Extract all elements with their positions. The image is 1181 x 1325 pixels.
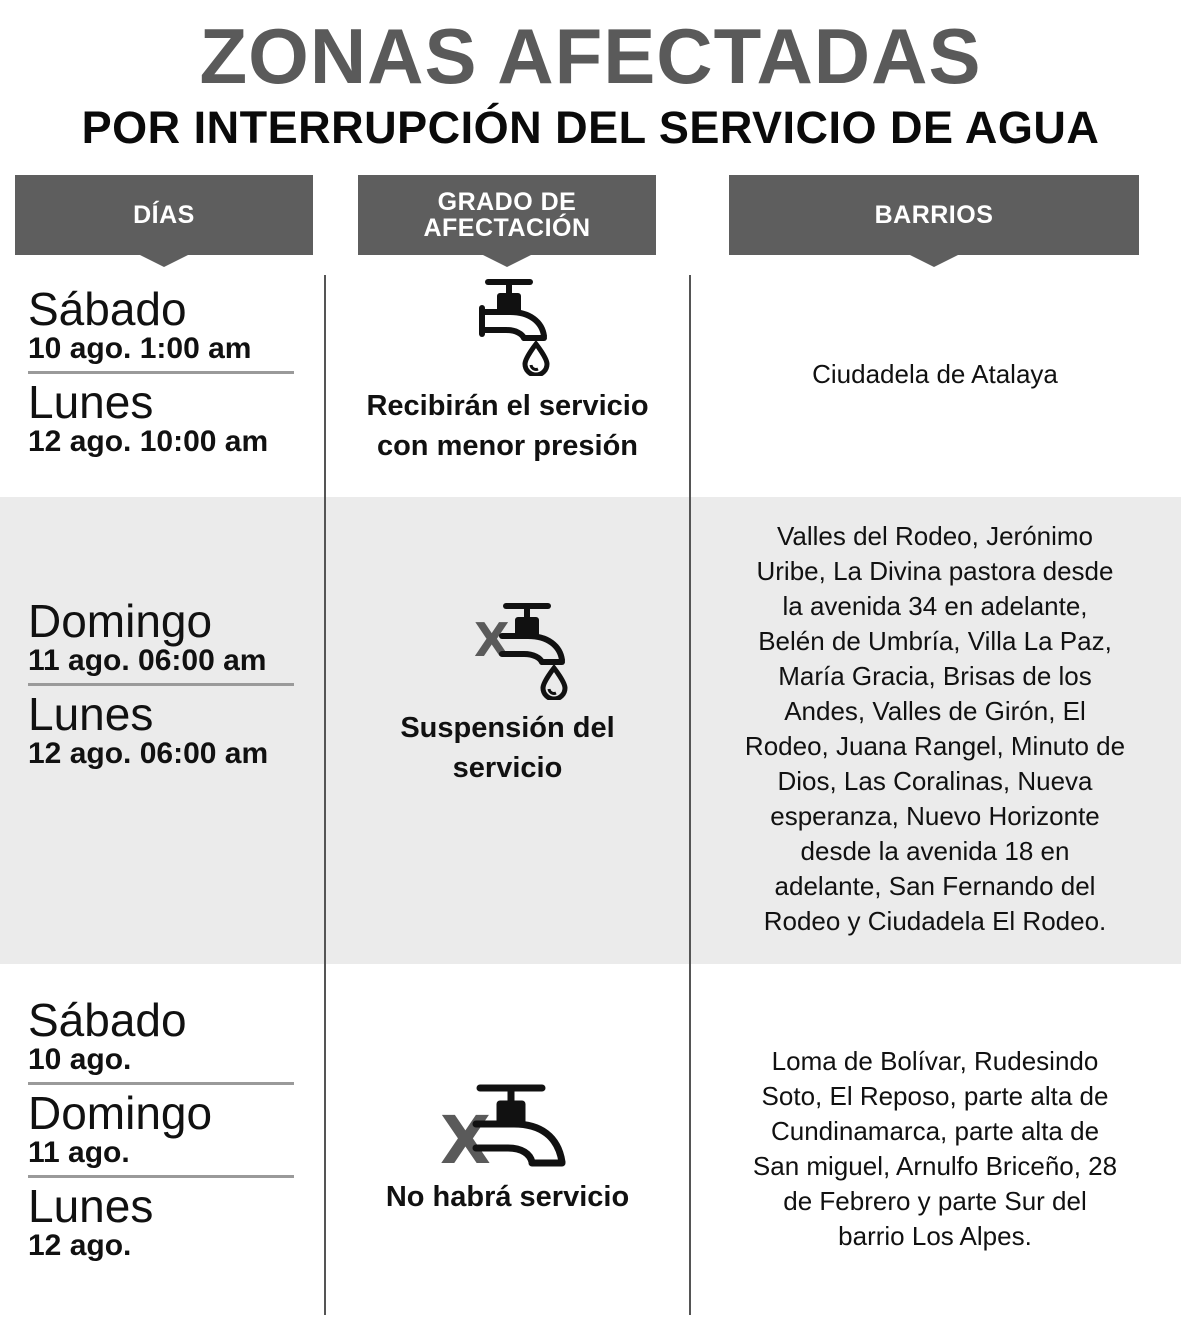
header-days-label: DÍAS <box>133 201 195 229</box>
column-divider-2 <box>689 275 691 1315</box>
grade-text-line: No habrá servicio <box>385 1181 630 1213</box>
row-3-days <box>28 996 298 1262</box>
grade-text-line: Suspensión del <box>400 712 615 744</box>
barrios-line: Loma de Bolívar, Rudesindo <box>771 1046 1099 1076</box>
grade-text-line: Recibirán el servicio <box>366 390 649 422</box>
barrios-line: Cundinamarca, parte alta de <box>770 1116 1100 1146</box>
header-days <box>15 175 313 255</box>
barrios-line: Valles del Rodeo, Jerónimo <box>776 521 1094 551</box>
barrios-line: Rodeo, Juana Rangel, Minuto de <box>744 731 1126 761</box>
row-1-days <box>28 285 298 458</box>
row-2-grade <box>330 708 685 788</box>
header-barrios <box>729 175 1139 255</box>
x-mark: X <box>474 613 510 667</box>
day-name: Sábado <box>28 994 187 1046</box>
row-3-barrios <box>725 1044 1145 1254</box>
row-3-grade <box>330 1177 685 1217</box>
header-grade-label-1: GRADO DE <box>437 188 577 216</box>
grade-text-line: servicio <box>452 752 563 784</box>
barrios-line: Soto, El Reposo, parte alta de <box>761 1081 1109 1111</box>
header-grade <box>358 175 656 255</box>
day-name: Domingo <box>28 595 213 647</box>
barrios-line: de Febrero y parte Sur del <box>783 1186 1087 1216</box>
barrios-line: Dios, Las Coralinas, Nueva <box>777 766 1093 796</box>
page-title: ZONAS AFECTADAS <box>199 12 982 100</box>
day-date: 12 ago. <box>28 1229 132 1262</box>
day-name: Domingo <box>28 1087 213 1139</box>
day-separator <box>28 1175 294 1178</box>
header-barrios-label: BARRIOS <box>874 201 994 229</box>
row-1-grade <box>330 386 685 466</box>
barrios-line: Andes, Valles de Girón, El <box>784 696 1086 726</box>
day-separator <box>28 1082 294 1085</box>
faucet-x-icon <box>470 1080 574 1170</box>
page-subtitle: POR INTERRUPCIÓN DEL SERVICIO DE AGUA <box>81 102 1100 153</box>
column-divider-1 <box>324 275 326 1315</box>
day-separator <box>28 683 294 686</box>
barrios-line: la avenida 34 en adelante, <box>782 591 1088 621</box>
barrios-line: San miguel, Arnulfo Briceño, 28 <box>752 1151 1118 1181</box>
day-date: 11 ago. <box>28 1136 130 1169</box>
barrios-line: adelante, San Fernando del <box>774 871 1096 901</box>
grade-text-line: con menor presión <box>376 430 639 462</box>
day-date: 10 ago. 1:00 am <box>28 332 252 365</box>
day-date: 10 ago. <box>28 1043 132 1076</box>
header-grade-label-2: AFECTACIÓN <box>423 214 591 242</box>
barrios-line: Uribe, La Divina pastora desde <box>756 556 1114 586</box>
barrios-line: Rodeo y Ciudadela El Rodeo. <box>763 906 1107 936</box>
day-name: Lunes <box>28 376 154 428</box>
barrios-line: esperanza, Nuevo Horizonte <box>770 801 1100 831</box>
day-name: Lunes <box>28 1180 154 1232</box>
day-date: 12 ago. 10:00 am <box>28 425 269 458</box>
barrios-line: María Gracia, Brisas de los <box>778 661 1092 691</box>
barrios-line: Ciudadela de Atalaya <box>812 359 1058 389</box>
day-separator <box>28 371 294 374</box>
barrios-line: desde la avenida 18 en <box>800 836 1070 866</box>
faucet-drop-icon <box>478 276 554 376</box>
row-1-barrios <box>725 357 1145 392</box>
faucet-drop-x-icon <box>498 600 574 700</box>
day-name: Sábado <box>28 283 187 335</box>
row-2-days <box>28 597 298 770</box>
x-mark: X <box>440 1102 491 1179</box>
day-name: Lunes <box>28 688 154 740</box>
barrios-line: barrio Los Alpes. <box>838 1221 1032 1251</box>
day-date: 11 ago. 06:00 am <box>28 644 267 677</box>
barrios-line: Belén de Umbría, Villa La Paz, <box>758 626 1112 656</box>
row-2-barrios <box>725 519 1145 939</box>
day-date: 12 ago. 06:00 am <box>28 737 269 770</box>
